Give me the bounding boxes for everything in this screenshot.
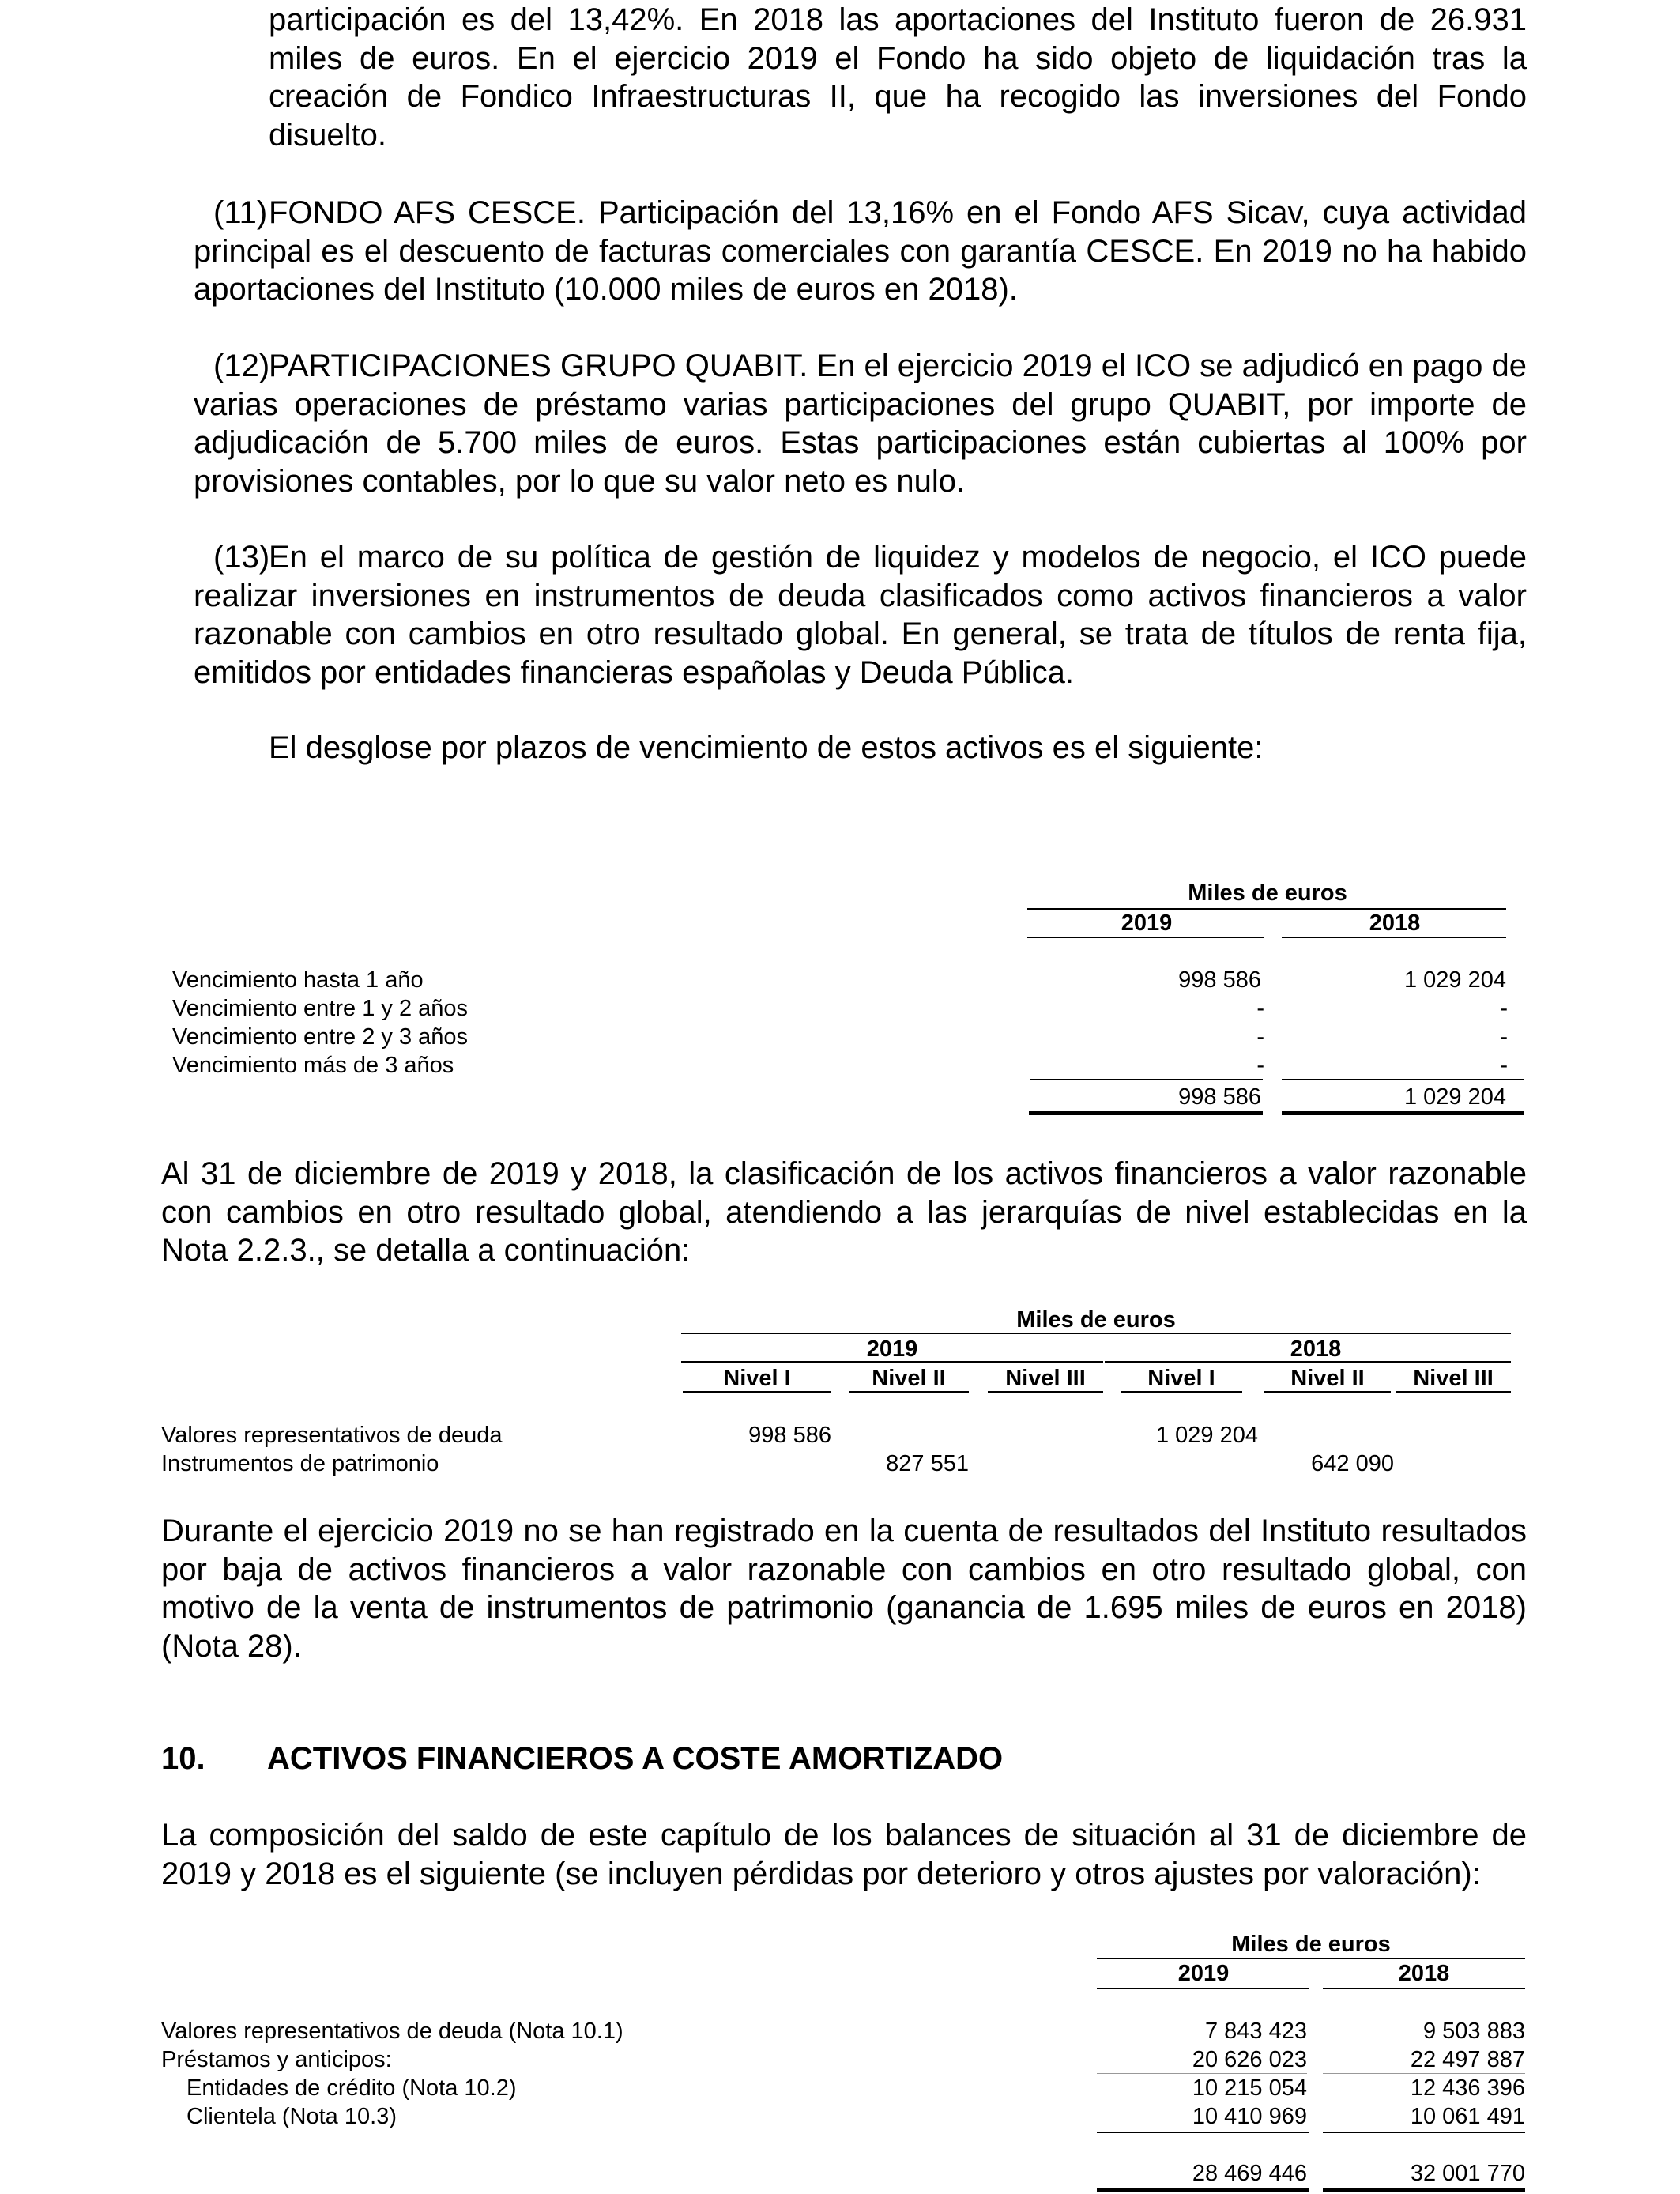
table-row-label: Valores representativos de deuda (Nota 10.1) [161, 2019, 623, 2044]
year-header: 2019 [866, 1336, 918, 1362]
list-item-text: En el marco de su política de gestión de liquidez y modelos de negocio, el ICO puede realizar inversiones en instrumentos de deuda clasificados como activos financieros a valor razonable con cambios en otro resultado global. En general, se trata de títulos de renta fija, emitidos por entidades financieras españolas y Deuda Pública. [194, 540, 1527, 690]
year-header: 2019 [1177, 1961, 1230, 1986]
table-row-label: Instrumentos de patrimonio [161, 1451, 439, 1476]
level-header: Nivel I [723, 1366, 791, 1391]
level-header: Nivel III [1005, 1366, 1086, 1391]
table-cell: 998 586 [1178, 967, 1261, 993]
table-row-label: Entidades de crédito (Nota 10.2) [186, 2075, 517, 2101]
year-header: 2018 [1290, 1336, 1342, 1362]
table-total: 28 469 446 [1192, 2161, 1307, 2186]
table-cell: 10 061 491 [1410, 2104, 1525, 2129]
table-cell: 20 626 023 [1192, 2047, 1307, 2072]
level-header: Nivel I [1147, 1366, 1215, 1391]
table-cell: 7 843 423 [1204, 2019, 1307, 2044]
table-row-label: Préstamos y anticipos: [161, 2047, 392, 2072]
table-cell: - [1500, 1053, 1508, 1078]
paragraph-composicion: La composición del saldo de este capítulo de los balances de situación al 31 de diciembre de 2019 y 2018 es el siguiente (se incluyen pérdidas por deterioro y otros ajustes por valoración): [161, 1818, 1527, 1891]
table-cell: 10 410 969 [1192, 2104, 1307, 2129]
table-cell: - [1256, 1024, 1264, 1050]
list-item-number: (13) [213, 540, 270, 575]
table-caption: Miles de euros [1016, 1307, 1176, 1333]
list-item-text: FONDO AFS CESCE. Participación del 13,16% en el Fondo AFS Sicav, cuya actividad principal es el descuento de facturas comerciales con garantía CESCE. En 2019 no ha habido aportaciones del Instituto (10.000 miles de euros en 2018). [194, 195, 1527, 307]
year-header: 2018 [1398, 1961, 1450, 1986]
table-total: 32 001 770 [1410, 2161, 1525, 2186]
list-item-text: PARTICIPACIONES GRUPO QUABIT. En el ejercicio 2019 el ICO se adjudicó en pago de varias operaciones de préstamo varias participaciones del grupo QUABIT, por importe de adjudicación de 5.700 miles de euros. Estas participaciones están cubiertas al 100% por provisiones contables, por lo que su valor neto es nulo. [194, 349, 1527, 499]
table-caption: Miles de euros [1231, 1932, 1391, 1957]
table-cell: 1 029 204 [1403, 967, 1506, 993]
table-cell: 12 436 396 [1410, 2075, 1525, 2101]
level-header: Nivel II [1290, 1366, 1365, 1391]
section-title: ACTIVOS FINANCIEROS A COSTE AMORTIZADO [267, 1741, 1004, 1776]
level-header: Nivel II [872, 1366, 946, 1391]
list-item-13 [194, 538, 1527, 692]
table-row-label: Vencimiento más de 3 años [172, 1053, 454, 1078]
paragraph-clasificacion: Al 31 de diciembre de 2019 y 2018, la clasificación de los activos financieros a valor razonable con cambios en otro resultado global, atendiendo a las jerarquías de nivel establecidas en la Nota 2.2.3., se detalla a continuación: [161, 1156, 1527, 1269]
paragraph-continuation: participación es del 13,42%. En 2018 las aportaciones del Instituto fueron de 26.931 miles de euros. En el ejercicio 2019 el Fondo ha sido objeto de liquidación tras la creación de Fondico Infraestructuras II, que ha recogido las inversiones del Fondo disuelto. [269, 2, 1527, 153]
table-cell: 22 497 887 [1410, 2047, 1525, 2072]
table-cell: 642 090 [1311, 1451, 1394, 1476]
table-cell: 10 215 054 [1192, 2075, 1307, 2101]
year-header: 2018 [1369, 910, 1421, 936]
section-number: 10. [161, 1741, 205, 1776]
table-caption: Miles de euros [1188, 880, 1347, 906]
paragraph-desglose: El desglose por plazos de vencimiento de estos activos es el siguiente: [269, 730, 1264, 765]
list-item-11 [194, 194, 1527, 309]
table-cell: 998 586 [748, 1423, 831, 1448]
table-row-label: Valores representativos de deuda [161, 1423, 503, 1448]
table-cell: - [1500, 1024, 1508, 1050]
level-header: Nivel III [1413, 1366, 1494, 1391]
table-row-label: Vencimiento entre 1 y 2 años [172, 996, 469, 1021]
table-total: 1 029 204 [1403, 1084, 1506, 1110]
table-cell: - [1256, 996, 1264, 1021]
table-cell: - [1500, 996, 1508, 1021]
table-cell: - [1256, 1053, 1264, 1078]
list-item-12 [194, 347, 1527, 500]
table-total: 998 586 [1178, 1084, 1261, 1110]
table-cell: 9 503 883 [1422, 2019, 1525, 2044]
table-row-label: Clientela (Nota 10.3) [186, 2104, 397, 2129]
list-item-number: (11) [213, 195, 268, 230]
year-header: 2019 [1121, 910, 1173, 936]
table-cell: 1 029 204 [1155, 1423, 1258, 1448]
table-row-label: Vencimiento entre 2 y 3 años [172, 1024, 469, 1050]
table-cell: 827 551 [886, 1451, 969, 1476]
table-row-label: Vencimiento hasta 1 año [172, 967, 424, 993]
list-item-number: (12) [213, 349, 270, 383]
paragraph-durante: Durante el ejercicio 2019 no se han registrado en la cuenta de resultados del Instituto resultados por baja de activos financieros a valor razonable con cambios en otro resultado global, con motivo de la venta de instrumentos de patrimonio (ganancia de 1.695 miles de euros en 2018) (Nota 28). [161, 1514, 1527, 1664]
